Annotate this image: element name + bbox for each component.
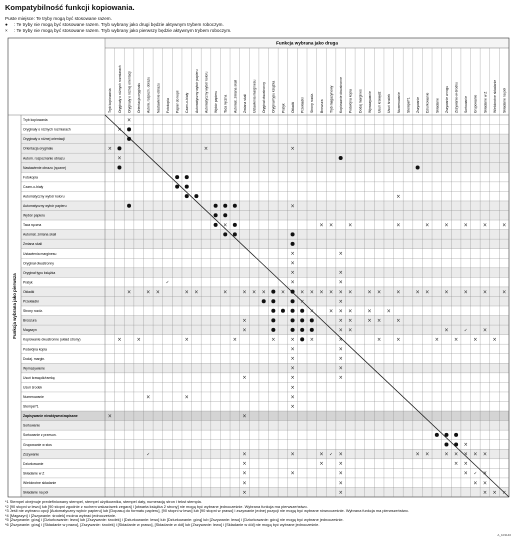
row-label: Numerowanie xyxy=(23,395,44,400)
column-header: Ustawienia marginesu xyxy=(252,79,257,113)
incompatible-cross: × xyxy=(290,356,295,363)
column-header: Grupowanie xyxy=(473,94,478,113)
incompatible-cross: × xyxy=(223,289,228,296)
incompatible-cross: × xyxy=(338,337,343,344)
incompatible-dot xyxy=(444,433,448,437)
incompatible-dot xyxy=(175,185,179,189)
check-mark: ✓ xyxy=(329,451,333,457)
incompatible-cross: × xyxy=(425,451,430,458)
incompatible-cross: × xyxy=(482,451,488,458)
column-header: Oryginał dwustronny xyxy=(262,82,267,113)
column-header: Numerowanie xyxy=(396,92,401,113)
incompatible-cross: × xyxy=(290,375,295,382)
check-mark: ✓ xyxy=(473,470,478,476)
footnotes xyxy=(5,500,510,528)
incompatible-cross: × xyxy=(319,461,324,468)
incompatible-dot xyxy=(300,337,304,341)
incompatible-cross: × xyxy=(463,442,468,449)
row-label: Stempel*1 xyxy=(23,404,39,409)
incompatible-cross: × xyxy=(338,346,343,353)
legend-blank: Puste miejsce: Te tryby mogą być stosowane razem. xyxy=(5,16,112,21)
column-header: Automatyczny wybór papieru xyxy=(194,69,199,113)
column-header: Podwójna kopia xyxy=(348,89,353,113)
incompatible-dot xyxy=(185,194,189,198)
column-header: Wybór papieru xyxy=(214,90,219,113)
incompatible-dot xyxy=(214,204,218,208)
incompatible-cross: × xyxy=(338,480,343,487)
row-label: Składanie w Z xyxy=(23,471,45,476)
column-header: Okładki xyxy=(290,101,295,113)
incompatible-cross: × xyxy=(290,270,295,277)
incompatible-cross: × xyxy=(434,337,439,344)
incompatible-cross: × xyxy=(473,480,478,487)
row-shade xyxy=(21,163,509,173)
row-label: Oryginały o różnych rozmiarach xyxy=(23,127,71,132)
row-label: Strony rozdz. xyxy=(23,309,43,314)
incompatible-dot xyxy=(291,232,295,236)
row-label: Podwójna kopia xyxy=(23,347,47,352)
row-shade xyxy=(21,411,509,421)
column-header: Automat. zmiana skali xyxy=(233,79,238,113)
column-header: Wielokrotne składanie xyxy=(492,79,497,113)
incompatible-cross: × xyxy=(463,222,468,229)
row-label: Usuń środek xyxy=(23,385,43,390)
footnote: *5 [Zszywanie: górą] i [Dziurkowanie: lewo] lub [Zszywanie: środek] i [Dziurkowanie: lewo] lub [Dziurkowanie: górą] lub [Zszywanie: lewo] i [Dziurkowanie: górą] nie mogą być wybrane jednocześnie. xyxy=(5,518,344,523)
incompatible-cross: × xyxy=(242,470,247,477)
incompatible-cross: × xyxy=(492,489,497,496)
row-shade xyxy=(21,325,509,335)
incompatible-dot xyxy=(291,242,295,246)
incompatible-dot xyxy=(291,309,295,313)
column-header: Stempel*1 xyxy=(406,97,411,113)
incompatible-cross: × xyxy=(126,117,132,124)
row-shade xyxy=(21,363,509,373)
row-shade xyxy=(21,421,509,431)
row-label: Wielokrotne składanie xyxy=(23,480,57,485)
cross-icon: × xyxy=(5,27,8,33)
row-label: Dziurkowanie xyxy=(23,461,44,466)
incompatible-dot xyxy=(117,146,121,150)
incompatible-cross: × xyxy=(290,146,295,153)
incompatible-cross: × xyxy=(377,317,382,324)
incompatible-cross: × xyxy=(463,470,468,477)
incompatible-cross: × xyxy=(184,394,189,401)
incompatible-cross: × xyxy=(444,289,449,296)
incompatible-cross: × xyxy=(367,308,372,315)
row-label: Wymazywanie xyxy=(23,366,45,371)
incompatible-dot xyxy=(300,318,304,322)
incompatible-cross: × xyxy=(367,317,372,324)
incompatible-cross: × xyxy=(338,375,343,382)
incompatible-cross: × xyxy=(319,451,324,458)
row-label: Grupowanie w stos xyxy=(23,442,52,447)
incompatible-cross: × xyxy=(242,375,247,382)
incompatible-dot xyxy=(271,299,275,303)
column-header: Czarn-o-biały xyxy=(185,92,190,113)
incompatible-cross: × xyxy=(338,451,343,458)
incompatible-cross: × xyxy=(482,480,488,487)
incompatible-cross: × xyxy=(502,289,507,296)
row-label: Tryb kopiowania xyxy=(23,118,48,123)
col-group-header: Funkcja wybrana jako druga xyxy=(276,40,338,46)
incompatible-cross: × xyxy=(386,308,391,315)
incompatible-cross: × xyxy=(396,289,401,296)
incompatible-cross: × xyxy=(242,451,247,458)
column-header: Orientacja oryginału xyxy=(137,82,142,113)
column-header: Taca ręczna xyxy=(223,94,228,113)
incompatible-cross: × xyxy=(482,289,488,296)
incompatible-cross: × xyxy=(290,346,295,353)
incompatible-cross: × xyxy=(251,289,257,296)
row-group-header: Funkcja wybrana jako pierwsza xyxy=(12,273,17,339)
incompatible-cross: × xyxy=(194,289,199,296)
column-header: Kopiowanie dwustronne xyxy=(339,76,344,113)
incompatible-dot xyxy=(223,213,227,217)
row-label: Przekładki xyxy=(23,299,39,304)
column-header: Przekładki xyxy=(300,97,305,113)
incompatible-cross: × xyxy=(348,289,353,296)
column-header: Zszywanie-w-środku xyxy=(454,82,459,113)
row-label: Zszywanie xyxy=(23,452,40,457)
row-label: Ustawienia marginesu xyxy=(23,251,57,256)
incompatible-cross: × xyxy=(453,461,459,468)
incompatible-dot xyxy=(185,185,189,189)
incompatible-cross: × xyxy=(377,337,382,344)
incompatible-cross: × xyxy=(473,337,478,344)
check-mark: ✓ xyxy=(146,451,151,457)
incompatible-cross: × xyxy=(146,289,151,296)
incompatible-cross: × xyxy=(338,298,343,305)
incompatible-cross: × xyxy=(482,489,488,496)
column-header: Autom. rozpozn. obrazu xyxy=(146,77,151,113)
footnote: *6 [Zszywanie: górą] i [Składanie w prawo], [Zszywanie: środek] i [Składanie w prawo], [Składanie w dół] lub [Zszywanie: lewo] i [Składanie w dół] nie mogą być wybrane jednocześnie. xyxy=(5,522,320,527)
incompatible-cross: × xyxy=(463,289,468,296)
incompatible-cross: × xyxy=(473,451,478,458)
row-label: Kopiowanie dwustronne (układ strony) xyxy=(23,337,81,342)
incompatible-cross: × xyxy=(242,413,247,420)
row-label: Fotokopia xyxy=(23,175,38,180)
row-shade xyxy=(21,153,509,163)
incompatible-cross: × xyxy=(184,289,189,296)
incompatible-dot xyxy=(117,166,121,170)
incompatible-dot xyxy=(175,175,179,179)
row-label: Broszura xyxy=(23,318,37,323)
incompatible-dot xyxy=(271,290,275,294)
row-label: Automat. zmiana skali xyxy=(23,232,57,237)
row-label: Oryginał typu książka xyxy=(23,270,56,275)
incompatible-cross: × xyxy=(453,337,459,344)
column-header: Usuń krawędź xyxy=(377,91,382,113)
incompatible-cross: × xyxy=(290,403,295,410)
column-header: Dodaj margines xyxy=(358,89,363,113)
incompatible-cross: × xyxy=(261,289,266,296)
incompatible-cross: × xyxy=(117,126,122,133)
column-header: Usuń środek xyxy=(387,93,392,113)
incompatible-dot xyxy=(300,328,304,332)
incompatible-dot xyxy=(339,156,343,160)
column-header: Wymazywanie xyxy=(367,91,372,113)
incompatible-cross: × xyxy=(290,279,295,286)
incompatible-dot xyxy=(300,309,304,313)
incompatible-dot xyxy=(454,442,458,446)
incompatible-cross: × xyxy=(271,337,276,344)
column-header: Zszywanie xyxy=(416,96,421,113)
incompatible-dot xyxy=(435,433,439,437)
incompatible-cross: × xyxy=(242,317,247,324)
incompatible-cross: × xyxy=(107,413,112,420)
incompatible-cross: × xyxy=(280,289,286,296)
legend-dot-text: : Te tryby nie mogą być stosowane razem. Tryb wybrany jako drugi będzie aktywnym trybem roboczym. xyxy=(14,21,224,27)
incompatible-cross: × xyxy=(444,451,449,458)
column-header: Oryginały o różnych rozmiarach xyxy=(117,65,122,113)
footnote: *1 Stempel obejmuje predefiniowany stempel, stempel użytkownika, stempel daty, numerację stron i tekst stempla. xyxy=(5,500,202,504)
column-header: Automatyczny wybór koloru xyxy=(204,71,209,113)
incompatible-cross: × xyxy=(463,451,468,458)
incompatible-dot xyxy=(223,232,227,236)
incompatible-cross: × xyxy=(492,337,497,344)
row-label: Sortowanie xyxy=(23,423,40,428)
incompatible-cross: × xyxy=(338,356,343,363)
incompatible-cross: × xyxy=(328,308,334,315)
incompatible-dot xyxy=(271,318,275,322)
page-title: Kompatybilność funkcji kopiowania. xyxy=(5,3,135,12)
incompatible-dot xyxy=(444,442,448,446)
row-shade xyxy=(21,239,509,249)
row-label: Magazyn xyxy=(23,328,37,333)
incompatible-cross: × xyxy=(319,289,324,296)
column-header: Sortowanie xyxy=(464,96,469,113)
row-shade xyxy=(21,211,509,221)
incompatible-dot xyxy=(271,328,275,332)
incompatible-cross: × xyxy=(377,289,382,296)
row-shade xyxy=(21,144,509,154)
incompatible-dot xyxy=(291,290,295,294)
incompatible-dot xyxy=(310,328,314,332)
incompatible-cross: × xyxy=(117,155,122,162)
incompatible-cross: × xyxy=(290,384,295,391)
incompatible-dot xyxy=(185,175,189,179)
row-label: Taca ręczna xyxy=(23,223,42,228)
incompatible-dot xyxy=(291,328,295,332)
column-header: Strony rozdz. xyxy=(310,93,315,113)
incompatible-cross: × xyxy=(348,327,353,334)
incompatible-cross: × xyxy=(425,289,430,296)
incompatible-cross: × xyxy=(348,222,353,229)
footnote: *2 [90 stopni w lewo] lub [90 stopni zgodnie z ruchem wskazówek zegara] i [otwarta książka 2 strony] nie mogą być wybrane jednocześnie. Wybrana funkcja ma pierwszeństwo. xyxy=(5,504,308,509)
incompatible-cross: × xyxy=(338,279,343,286)
incompatible-cross: × xyxy=(338,251,343,258)
incompatible-cross: × xyxy=(453,451,459,458)
row-label: Okładki xyxy=(23,289,35,294)
incompatible-dot xyxy=(233,232,237,236)
incompatible-cross: × xyxy=(502,489,507,496)
incompatible-cross: × xyxy=(242,480,247,487)
column-header: Składanie w Z xyxy=(483,91,488,113)
incompatible-cross: × xyxy=(242,327,247,334)
incompatible-dot xyxy=(310,318,314,322)
row-label: Oryginał dwustronny xyxy=(23,261,54,266)
incompatible-cross: × xyxy=(203,146,209,153)
incompatible-cross: × xyxy=(396,317,401,324)
incompatible-cross: × xyxy=(444,222,449,229)
incompatible-cross: × xyxy=(482,327,488,334)
row-shade xyxy=(21,316,509,326)
column-header: Pratyk xyxy=(281,103,286,113)
incompatible-cross: × xyxy=(290,203,295,210)
incompatible-cross: × xyxy=(482,222,488,229)
row-shade xyxy=(21,230,509,240)
incompatible-cross: × xyxy=(146,394,151,401)
row-shade xyxy=(21,201,509,211)
incompatible-dot xyxy=(194,194,198,198)
incompatible-cross: × xyxy=(300,298,305,305)
incompatible-cross: × xyxy=(367,289,372,296)
row-shade xyxy=(21,134,509,144)
incompatible-dot xyxy=(262,299,266,303)
incompatible-dot xyxy=(214,213,218,217)
incompatible-dot xyxy=(291,299,295,303)
row-label: Składanie na pół xyxy=(23,490,49,495)
row-label: Orientacja oryginału xyxy=(23,146,54,151)
incompatible-cross: × xyxy=(396,222,401,229)
document-code: A_103140 xyxy=(497,533,511,537)
incompatible-dot xyxy=(233,204,237,208)
footnote: *4 [Magazyn] i [Zszywanie: środek] można wybrać jednocześnie. xyxy=(5,513,117,518)
incompatible-dot xyxy=(127,127,131,131)
incompatible-dot xyxy=(127,137,131,141)
footnote: *3 Jeśli nie wybrano opcji [Automatyczny wybór papieru] lub [Dopasuj do formatu papieru], [90 stopni w lewo] lub [90 stopni w prawo] i zszywanie jednej pozycji nie mogą być wybrane równocześnie. Wybrana funkcja ma pierwszeństwo. xyxy=(5,509,409,514)
incompatible-cross: × xyxy=(223,222,228,229)
column-header: Dziurkowanie xyxy=(425,92,430,113)
incompatible-cross: × xyxy=(338,461,343,468)
row-label: Automatyczny wybór papieru xyxy=(23,204,67,209)
incompatible-cross: × xyxy=(319,222,324,229)
incompatible-dot xyxy=(127,204,131,208)
check-mark: ✓ xyxy=(165,279,170,285)
incompatible-cross: × xyxy=(242,289,247,296)
row-label: Wybór papieru xyxy=(23,213,46,218)
incompatible-cross: × xyxy=(338,470,343,477)
row-label: Automatyczny wybór koloru xyxy=(23,194,65,199)
incompatible-cross: × xyxy=(338,270,343,277)
row-shade xyxy=(21,449,509,459)
column-header: Tryb magazynowy xyxy=(329,85,334,113)
legend-cross-text: : Te tryby nie mogą być stosowane razem. Tryb wybrany jako pierwszy będzie aktywnym trybem roboczym. xyxy=(14,27,232,33)
row-label: Autom. rozpoznanie obrazu xyxy=(23,156,65,161)
incompatible-cross: × xyxy=(290,337,295,344)
incompatible-cross: × xyxy=(242,489,247,496)
incompatible-cross: × xyxy=(290,365,295,372)
column-header: Tryb kopiowania xyxy=(108,88,113,113)
incompatible-cross: × xyxy=(232,337,237,344)
incompatible-cross: × xyxy=(338,289,343,296)
incompatible-cross: × xyxy=(396,193,401,200)
incompatible-dot xyxy=(454,433,458,437)
incompatible-dot xyxy=(291,318,295,322)
incompatible-cross: × xyxy=(117,337,122,344)
column-header: Zszywanie w rogu xyxy=(444,85,449,113)
column-header: Nastawienie obrazu xyxy=(156,83,161,113)
incompatible-cross: × xyxy=(338,317,343,324)
incompatible-cross: × xyxy=(425,222,430,229)
row-label: Zmiana skali xyxy=(23,242,43,247)
column-header: Zmiana skali xyxy=(242,93,247,113)
dot-icon: ● xyxy=(5,21,8,27)
incompatible-cross: × xyxy=(338,327,343,334)
column-header: Oryginały o różnej orientacji xyxy=(127,71,132,113)
incompatible-cross: × xyxy=(328,222,334,229)
row-label: Oryginały o różnej orientacji xyxy=(23,137,65,142)
incompatible-dot xyxy=(214,223,218,227)
incompatible-cross: × xyxy=(338,365,343,372)
incompatible-cross: × xyxy=(290,251,295,258)
incompatible-cross: × xyxy=(107,146,112,153)
row-shade xyxy=(21,268,509,278)
column-header: Papier do kopii xyxy=(175,90,180,113)
incompatible-cross: × xyxy=(309,289,314,296)
row-label: Usuń krawędź/ramkę xyxy=(23,375,55,380)
column-header: Składanie xyxy=(435,98,440,113)
incompatible-cross: × xyxy=(184,337,189,344)
row-label: Pratyk xyxy=(23,280,33,285)
incompatible-cross: × xyxy=(328,289,334,296)
incompatible-cross: × xyxy=(396,337,401,344)
incompatible-cross: × xyxy=(444,327,449,334)
row-label: Dodaj. margin. xyxy=(23,356,46,361)
incompatible-dot xyxy=(281,309,285,313)
incompatible-cross: × xyxy=(482,470,488,477)
row-label: Nastawienie obrazu (ręczne) xyxy=(23,165,67,170)
incompatible-cross: × xyxy=(136,337,141,344)
incompatible-cross: × xyxy=(290,260,295,267)
incompatible-cross: × xyxy=(502,222,507,229)
incompatible-cross: × xyxy=(242,461,247,468)
incompatible-cross: × xyxy=(348,308,353,315)
incompatible-dot xyxy=(416,166,420,170)
incompatible-cross: × xyxy=(415,451,420,458)
row-label: Zapisywanie nieaktywne/zapisane xyxy=(23,414,78,419)
incompatible-dot xyxy=(223,204,227,208)
row-label: Czarn-o-biały xyxy=(23,184,44,189)
incompatible-cross: × xyxy=(309,308,314,315)
incompatible-cross: × xyxy=(338,308,343,315)
check-mark: ✓ xyxy=(463,327,468,333)
incompatible-cross: × xyxy=(155,289,161,296)
incompatible-cross: × xyxy=(126,289,132,296)
incompatible-dot xyxy=(233,223,237,227)
row-shade xyxy=(21,487,509,497)
column-header: Składanie na pół xyxy=(502,87,507,113)
incompatible-cross: × xyxy=(348,317,353,324)
column-header: Broszura xyxy=(319,99,324,113)
incompatible-cross: × xyxy=(300,289,305,296)
incompatible-cross: × xyxy=(463,461,468,468)
column-header: Fotokopia xyxy=(165,98,170,113)
incompatible-cross: × xyxy=(290,470,295,477)
incompatible-cross: × xyxy=(309,337,314,344)
incompatible-cross: × xyxy=(415,289,420,296)
incompatible-dot xyxy=(271,309,275,313)
incompatible-cross: × xyxy=(290,394,295,401)
incompatible-cross: × xyxy=(290,451,295,458)
column-header: Oryginał typu książka xyxy=(271,80,276,113)
incompatible-cross: × xyxy=(338,489,343,496)
row-label: Sortowanie z przesun. xyxy=(23,433,57,438)
